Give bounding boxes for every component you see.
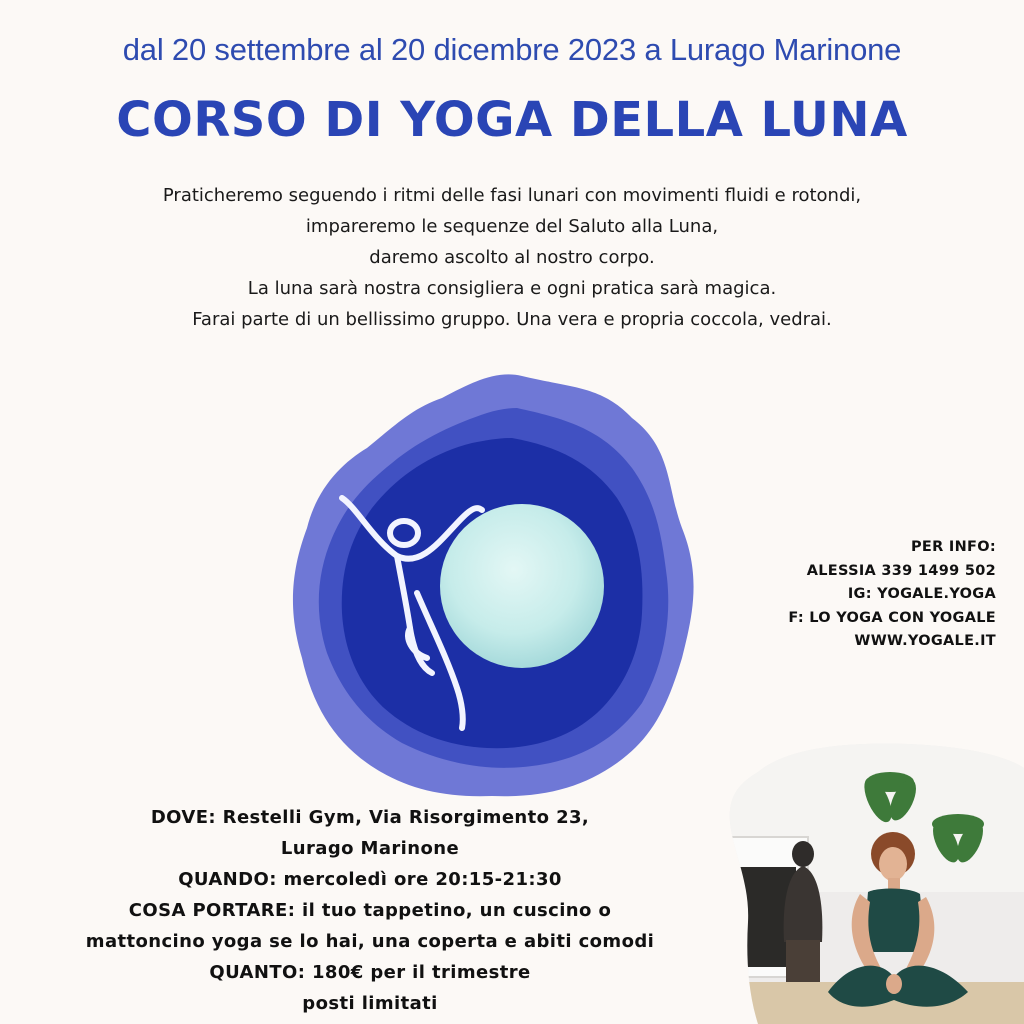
detail-line: DOVE: Restelli Gym, Via Risorgimento 23, (150, 807, 590, 828)
course-description (20, 180, 1004, 335)
detail-line: Lurago Marinone (280, 838, 460, 859)
description-line: daremo ascolto al nostro corpo. (369, 247, 655, 268)
contact-heading: PER INFO: (910, 539, 996, 555)
contact-info (788, 536, 996, 654)
moon-icon (440, 504, 604, 668)
detail-line: QUANTO: 180€ per il trimestre (209, 962, 531, 983)
detail-line: mattoncino yoga se lo hai, una coperta e abiti comodi (85, 931, 655, 952)
contact-website: WWW.YOGALE.IT (854, 633, 996, 649)
detail-line: QUANDO: mercoledì ore 20:15-21:30 (178, 869, 562, 890)
teacher-photo (718, 742, 1024, 1024)
detail-line: posti limitati (302, 993, 438, 1014)
course-dates: dal 20 settembre al 20 dicembre 2023 a Lurago Marinone (122, 32, 902, 67)
course-title: CORSO DI YOGA DELLA LUNA (116, 92, 908, 148)
contact-instagram: IG: YOGALE.YOGA (847, 586, 996, 602)
detail-line: COSA PORTARE: il tuo tappetino, un cuscino o (128, 900, 612, 921)
contact-phone: ALESSIA 339 1499 502 (806, 562, 996, 579)
description-line: La luna sarà nostra consigliera e ogni pratica sarà magica. (247, 278, 777, 299)
description-line: impareremo le sequenze del Saluto alla Luna, (305, 216, 719, 237)
contact-facebook: F: LO YOGA CON YOGALE (788, 609, 996, 626)
description-line: Farai parte di un bellissimo gruppo. Una vera e propria coccola, vedrai. (192, 309, 832, 330)
moon-dancer-logo-icon (272, 368, 712, 808)
description-line: Praticheremo seguendo i ritmi delle fasi lunari con movimenti fluidi e rotondi, (162, 185, 862, 206)
course-details (20, 802, 720, 1019)
